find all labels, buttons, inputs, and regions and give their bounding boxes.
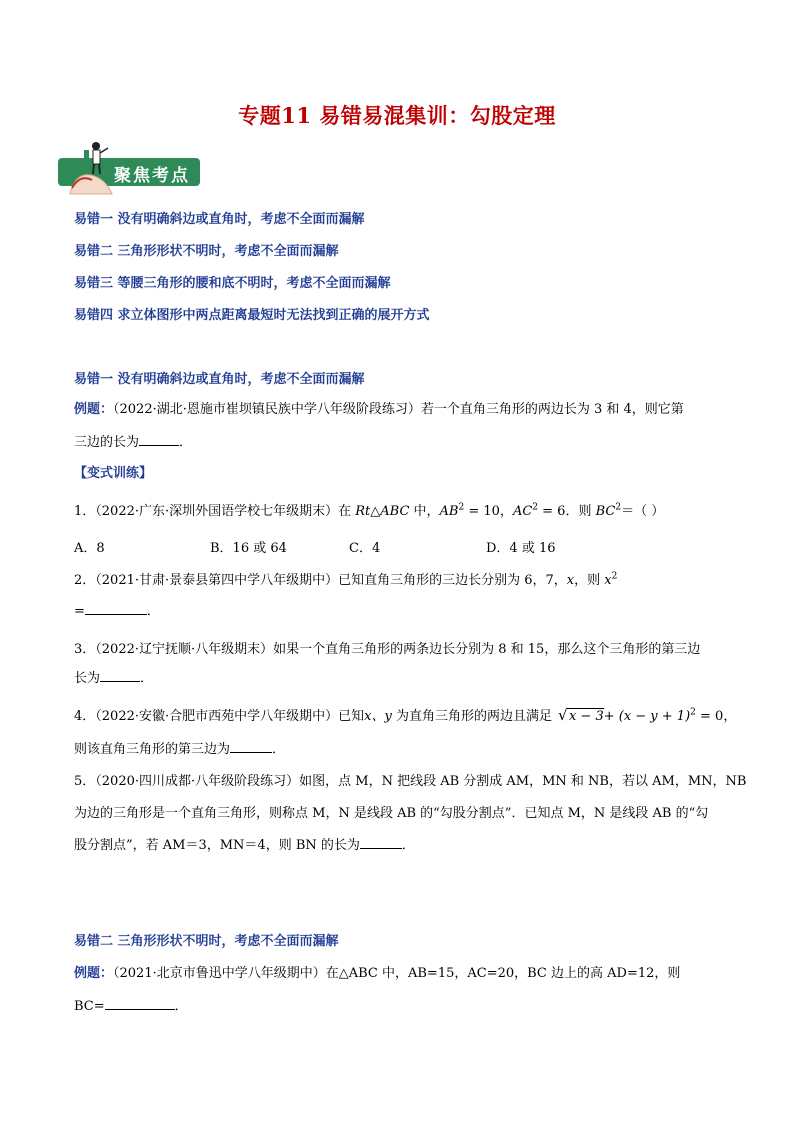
example-text: （2022·湖北·恩施市崔坝镇民族中学八年级阶段练习）若一个直角三角形的两边长为 3 和 4，则它第 xyxy=(113,402,684,417)
question-5: 5．（2020·四川成都·八年级阶段练习）如图，点 M，N 把线段 AB 分割成 AM，MN 和 NB，若以 AM，MN，NB xyxy=(74,774,747,789)
focus-item-3: 易错三 等腰三角形的腰和底不明时，考虑不全面而漏解 xyxy=(74,276,391,291)
question-2: 2．（2021·甘肃·景泰县第四中学八年级期中）已知直角三角形的三边长分别为 6，7，x，则 $x^2$ xyxy=(74,571,618,588)
section1-heading: 易错一 没有明确斜边或直角时，考虑不全面而漏解 xyxy=(74,372,365,387)
question-3-line2: 长为 ． xyxy=(74,667,153,686)
question-2-line2: = ． xyxy=(74,600,160,619)
answer-blank[interactable] xyxy=(85,601,147,615)
answer-blank[interactable] xyxy=(105,996,175,1010)
section2-example-line2: BC= ． xyxy=(74,995,188,1014)
question-5-line2: 为边的三角形是一个直角三角形，则称点 M，N 是线段 AB 的“勾股分割点”．已知点 M，N 是线段 AB 的“勾 xyxy=(74,806,709,821)
question-1: 1．（2022·广东·深圳外国语学校七年级期末）在 Rt△ABC 中，$AB^2 = 10$，$AC^2 = 6$．则 $BC^2=$（ ） xyxy=(74,502,665,519)
focus-item-1: 易错一 没有明确斜边或直角时，考虑不全面而漏解 xyxy=(74,212,365,227)
answer-blank[interactable] xyxy=(139,432,179,446)
focus-item-2: 易错二 三角形形状不明时，考虑不全面而漏解 xyxy=(74,244,339,259)
section1-example-line2: 三边的长为 ． xyxy=(74,431,192,450)
focus-item-4: 易错四 求立体图形中两点距离最短时无法找到正确的展开方式 xyxy=(74,308,430,323)
choice-d[interactable]: D．4 或 16 xyxy=(486,541,556,556)
answer-blank[interactable] xyxy=(100,668,140,682)
example-text: （2021·北京市鲁迅中学八年级期中）在△ABC 中，AB=15，AC=20，BC 边上的高 AD=12，则 xyxy=(113,966,681,981)
teacher-figure-icon xyxy=(66,140,118,196)
question-3: 3．（2022·辽宁抚顺·八年级期末）如果一个直角三角形的两条边长分别为 8 和 15，那么这个三角形的第三边 xyxy=(74,642,701,657)
section1-example-line1 xyxy=(74,398,684,417)
question-5-line3: 股分割点”，若 AM＝3，MN＝4，则 BN 的长为 ． xyxy=(74,834,415,853)
section2-example-line1 xyxy=(74,962,680,981)
answer-blank[interactable] xyxy=(360,835,402,849)
section2-heading: 易错二 三角形形状不明时，考虑不全面而漏解 xyxy=(74,934,339,949)
example-label: 例题： xyxy=(74,966,114,981)
variant-label: 【变式训练】 xyxy=(74,466,153,481)
choice-a[interactable]: A．8 xyxy=(74,541,105,556)
focus-badge-label: 聚焦考点 xyxy=(114,166,190,186)
sqrt-expression: √ x − 3 xyxy=(557,706,604,724)
question-4-line2: 则该直角三角形的第三边为 ． xyxy=(74,738,285,757)
choice-b[interactable]: B．16 或 64 xyxy=(210,541,287,556)
answer-blank[interactable] xyxy=(230,739,272,753)
page-title: 专题11 易错易混集训：勾股定理 xyxy=(238,103,556,128)
choice-c[interactable]: C．4 xyxy=(349,541,381,556)
example-label: 例题： xyxy=(74,402,114,417)
question-4: 4．（2022·安徽·合肥市西苑中学八年级期中）已知x、y 为直角三角形的两边且满足 √ $x - 3+ (x - y + 1)^2 = 0$， xyxy=(74,706,737,724)
